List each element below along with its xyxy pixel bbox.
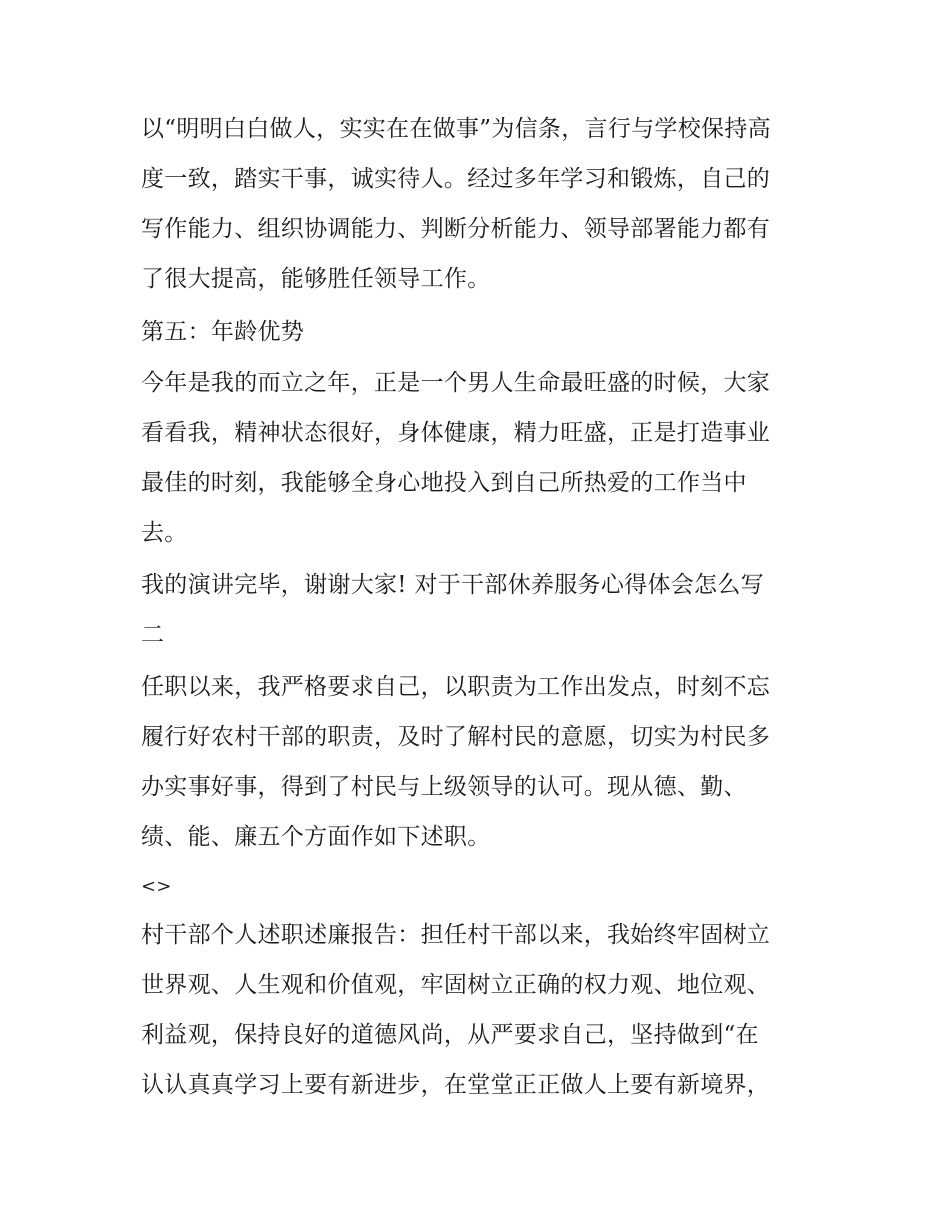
text-line: 今年是我的而立之年，正是一个男人生命最旺盛的时候，大家 (141, 370, 771, 396)
text-line: 度一致，踏实干事，诚实待人。经过多年学习和锻炼，自己的 (141, 166, 771, 192)
text-line: 绩、能、廉五个方面作如下述职。 (141, 824, 491, 850)
text-line: 我的演讲完毕，谢谢大家! 对于干部休养服务心得体会怎么写 (141, 572, 764, 598)
text-line: 去。 (141, 520, 188, 546)
section-number: 二 (141, 622, 165, 648)
text-line: 以“明明白白做人，实实在在做事”为信条，言行与学校保持高 (141, 116, 771, 142)
placeholder-marker: <> (141, 876, 172, 897)
text-line: 了很大提高，能够胜任领导工作。 (141, 266, 491, 292)
text-line: 写作能力、组织协调能力、判断分析能力、领导部署能力都有 (141, 216, 771, 242)
text-line: 利益观，保持良好的道德风尚，从严要求自己，坚持做到“在 (141, 1022, 759, 1048)
section-heading: 第五：年龄优势 (141, 319, 305, 345)
text-line: 任职以来，我严格要求自己，以职责为工作出发点，时刻不忘 (141, 674, 771, 700)
text-line: 世界观、人生观和价值观，牢固树立正确的权力观、地位观、 (141, 972, 771, 998)
text-line: 履行好农村干部的职责，及时了解村民的意愿，切实为村民多 (141, 724, 771, 750)
text-line: 办实事好事，得到了村民与上级领导的认可。现从德、勤、 (141, 774, 747, 800)
text-line: 看看我，精神状态很好，身体健康，精力旺盛，正是打造事业 (141, 420, 771, 446)
text-line: 最佳的时刻，我能够全身心地投入到自己所热爱的工作当中 (141, 470, 747, 496)
text-line: 村干部个人述职述廉报告：担任村干部以来，我始终牢固树立 (141, 922, 771, 948)
text-line: 认认真真学习上要有新进步，在堂堂正正做人上要有新境界， (141, 1072, 771, 1098)
